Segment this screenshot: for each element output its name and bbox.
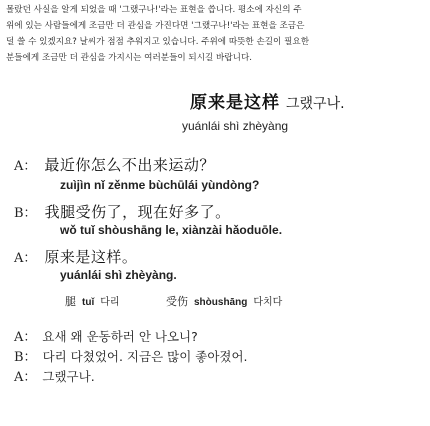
- speaker-label: B：: [14, 350, 37, 365]
- speaker-label: B：: [14, 206, 37, 221]
- vocab-korean: 다리: [100, 297, 120, 308]
- translation-line: [14, 326, 198, 346]
- chinese-sentence: 原来是这样。: [44, 248, 138, 266]
- heading-title: [190, 88, 420, 113]
- chinese-sentence: 最近你怎么不出来运动？: [44, 156, 215, 174]
- dialogue-line: [14, 246, 137, 267]
- translation-line: [14, 346, 248, 366]
- intro-line: 덜 쓸 수 있겠지요? 날씨가 점점 추워지고 있습니다. 주위에 따뜻한 손길이 필요한: [6, 37, 309, 47]
- korean-sentence: 다리 다쳤었어. 지금은 많이 좋아졌어.: [42, 349, 248, 364]
- pinyin-line: yuánlái shì zhèyàng.: [60, 268, 177, 282]
- dialogue-line: [14, 154, 215, 175]
- vocab-pinyin: tuǐ: [82, 297, 95, 308]
- heading-chinese: 原来是这样: [190, 93, 280, 113]
- vocab-item: [65, 293, 120, 309]
- intro-line: 위에 있는 사람들에게 조금만 더 관심을 가진다면 '그랬구나!'라는 표현을 조금은: [6, 21, 305, 31]
- vocab-chinese: 腿: [65, 295, 76, 308]
- translation-line: [14, 366, 95, 386]
- intro-line: 몰랐던 사실을 알게 되었을 때 '그랬구나!'라는 표현을 씁니다. 평소에 자신의 주: [6, 5, 302, 15]
- speaker-label: A：: [14, 330, 37, 345]
- dialogue-line: [14, 201, 231, 222]
- pinyin-line: wǒ tuǐ shòushāng le, xiànzài hǎoduōle.: [60, 223, 283, 237]
- korean-sentence: 그랬구나.: [42, 369, 95, 384]
- intro-paragraph: [6, 2, 424, 66]
- chinese-sentence: 我腿受伤了，现在好多了。: [44, 203, 231, 221]
- intro-line: 분들에게 조금만 더 관심을 가지시는 여러분들이 되시길 바랍니다.: [6, 53, 252, 63]
- speaker-label: A：: [14, 251, 37, 266]
- speaker-label: A：: [14, 370, 37, 385]
- phrase-heading: [182, 88, 420, 133]
- vocab-korean: 다치다: [253, 297, 283, 308]
- speaker-label: A：: [14, 159, 37, 174]
- korean-sentence: 요새 왜 운동하러 안 나오니?: [42, 329, 198, 344]
- pinyin-line: zuìjìn nǐ zěnme bùchūlái yùndòng?: [60, 178, 260, 192]
- vocab-item: [166, 293, 282, 309]
- heading-pinyin: yuánlái shì zhèyàng: [182, 119, 289, 133]
- vocab-chinese: 受伤: [166, 295, 188, 308]
- heading-korean: 그랬구나.: [286, 96, 345, 112]
- vocab-pinyin: shòushāng: [194, 297, 248, 308]
